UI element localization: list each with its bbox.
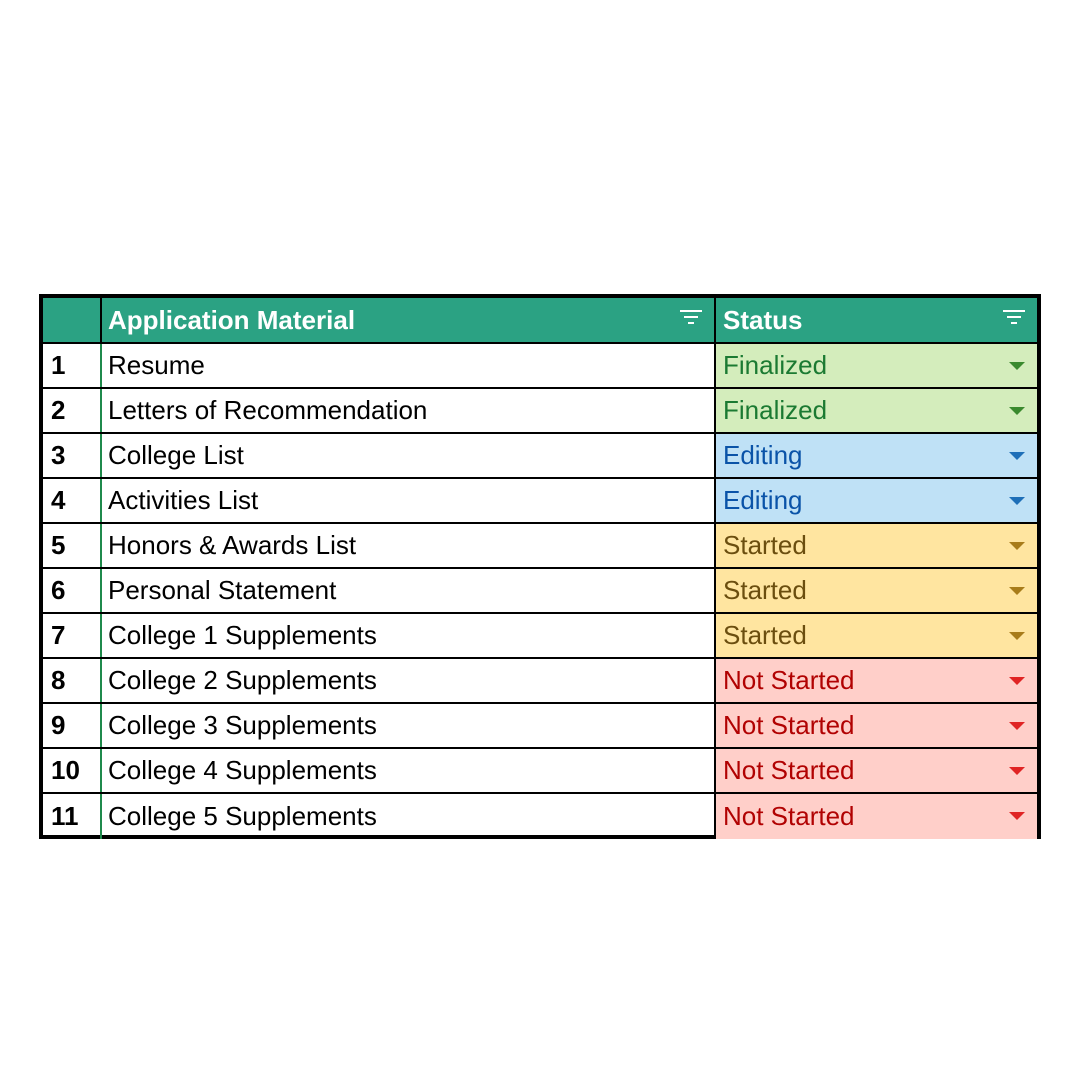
dropdown-caret-icon[interactable]: [1009, 812, 1025, 820]
status-label: Finalized: [723, 350, 828, 380]
row-number-cell[interactable]: 8: [43, 659, 102, 702]
material-cell[interactable]: Letters of Recommendation: [102, 389, 716, 432]
table-header-row: [43, 298, 1037, 344]
status-dropdown[interactable]: [716, 389, 1037, 432]
table-row: [43, 704, 1037, 749]
row-number-cell[interactable]: 11: [43, 794, 102, 839]
status-label: Not Started: [723, 755, 855, 785]
material-cell[interactable]: Honors & Awards List: [102, 524, 716, 567]
dropdown-caret-icon[interactable]: [1009, 767, 1025, 775]
filter-icon[interactable]: [1003, 310, 1025, 328]
row-number-cell[interactable]: 9: [43, 704, 102, 747]
status-dropdown[interactable]: [716, 569, 1037, 612]
status-dropdown[interactable]: [716, 479, 1037, 522]
status-label: Started: [723, 530, 807, 560]
table-row: [43, 614, 1037, 659]
header-application-material-label: Application Material: [108, 304, 356, 335]
status-table: [39, 294, 1041, 839]
dropdown-caret-icon[interactable]: [1009, 407, 1025, 415]
header-application-material[interactable]: [102, 298, 716, 342]
status-dropdown[interactable]: [716, 749, 1037, 792]
table-row: [43, 794, 1037, 839]
material-cell[interactable]: College List: [102, 434, 716, 477]
status-label: Not Started: [723, 665, 855, 695]
material-cell[interactable]: College 3 Supplements: [102, 704, 716, 747]
header-status-label: Status: [723, 304, 803, 335]
filter-icon[interactable]: [680, 310, 702, 328]
dropdown-caret-icon[interactable]: [1009, 497, 1025, 505]
status-label: Started: [723, 620, 807, 650]
status-dropdown[interactable]: [716, 524, 1037, 567]
row-number-cell[interactable]: 4: [43, 479, 102, 522]
table-row: [43, 389, 1037, 434]
table-row: [43, 479, 1037, 524]
dropdown-caret-icon[interactable]: [1009, 722, 1025, 730]
row-number-cell[interactable]: 3: [43, 434, 102, 477]
table-row: [43, 434, 1037, 479]
dropdown-caret-icon[interactable]: [1009, 632, 1025, 640]
material-cell[interactable]: Activities List: [102, 479, 716, 522]
material-cell[interactable]: College 5 Supplements: [102, 794, 716, 839]
status-label: Started: [723, 575, 807, 605]
dropdown-caret-icon[interactable]: [1009, 542, 1025, 550]
material-cell[interactable]: Personal Statement: [102, 569, 716, 612]
status-label: Not Started: [723, 801, 855, 831]
table-row: [43, 659, 1037, 704]
header-number-cell[interactable]: [43, 298, 102, 342]
row-number-cell[interactable]: 7: [43, 614, 102, 657]
status-label: Finalized: [723, 395, 828, 425]
header-status[interactable]: [716, 298, 1037, 342]
status-dropdown[interactable]: [716, 659, 1037, 702]
material-cell[interactable]: College 4 Supplements: [102, 749, 716, 792]
dropdown-caret-icon[interactable]: [1009, 452, 1025, 460]
status-dropdown[interactable]: [716, 344, 1037, 387]
dropdown-caret-icon[interactable]: [1009, 587, 1025, 595]
status-dropdown[interactable]: [716, 434, 1037, 477]
row-number-cell[interactable]: 2: [43, 389, 102, 432]
table-row: [43, 749, 1037, 794]
row-number-cell[interactable]: 6: [43, 569, 102, 612]
material-cell[interactable]: Resume: [102, 344, 716, 387]
dropdown-caret-icon[interactable]: [1009, 362, 1025, 370]
table-row: [43, 524, 1037, 569]
status-dropdown[interactable]: [716, 614, 1037, 657]
row-number-cell[interactable]: 1: [43, 344, 102, 387]
status-label: Editing: [723, 440, 803, 470]
table-row: [43, 344, 1037, 389]
table-row: [43, 569, 1037, 614]
row-number-cell[interactable]: 10: [43, 749, 102, 792]
material-cell[interactable]: College 1 Supplements: [102, 614, 716, 657]
material-cell[interactable]: College 2 Supplements: [102, 659, 716, 702]
dropdown-caret-icon[interactable]: [1009, 677, 1025, 685]
status-dropdown[interactable]: [716, 794, 1037, 839]
status-dropdown[interactable]: [716, 704, 1037, 747]
status-label: Editing: [723, 485, 803, 515]
status-label: Not Started: [723, 710, 855, 740]
row-number-cell[interactable]: 5: [43, 524, 102, 567]
